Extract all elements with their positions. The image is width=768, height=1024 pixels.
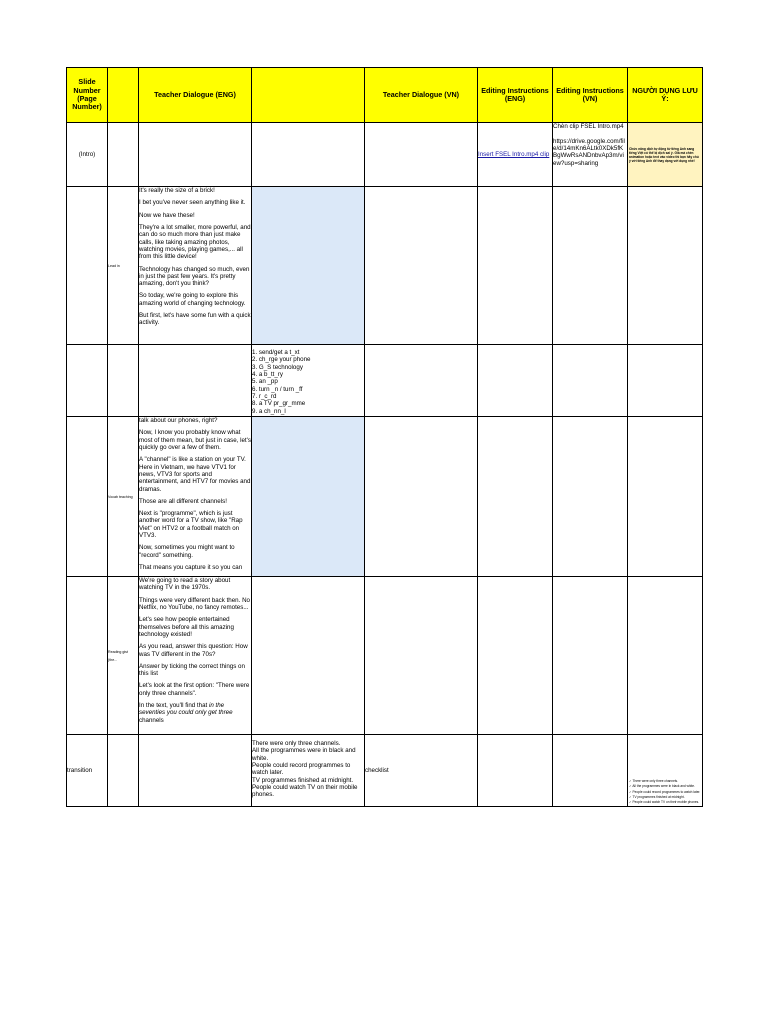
dialogue-paragraph: Now we have these!	[139, 211, 195, 219]
cell-transition-label[interactable]	[108, 735, 139, 807]
dialogue-paragraph: talk about our phones, right?	[139, 417, 218, 424]
cell-activity-dialogue[interactable]	[139, 345, 252, 417]
cell-vocab-edit-eng[interactable]	[478, 417, 553, 577]
header-empty-2[interactable]	[252, 68, 365, 123]
dialogue-paragraph: Let's see how people entertained themselves before all this amazing technology existed!	[139, 616, 234, 638]
row-vocab	[67, 417, 703, 577]
cell-activity-vn[interactable]	[365, 345, 478, 417]
cell-intro-empty[interactable]	[108, 123, 139, 187]
header-row	[67, 68, 703, 123]
cell-reading-slide[interactable]	[67, 577, 108, 735]
cell-leadin-vn[interactable]	[365, 187, 478, 345]
cell-intro-edit-eng[interactable]	[478, 123, 553, 187]
header-slide-number[interactable]: Slide Number (Page Number)	[67, 68, 108, 123]
transition-note-item: ✓ People could watch TV on their mobile phones.	[629, 799, 700, 804]
dialogue-paragraph	[139, 702, 251, 724]
cell-intro-dialogue-eng[interactable]	[139, 123, 252, 187]
cell-leadin-slide[interactable]	[67, 187, 108, 345]
cell-reading-vn[interactable]	[365, 577, 478, 735]
cell-reading-edit-eng[interactable]	[478, 577, 553, 735]
vocab-dialogue	[139, 417, 251, 573]
header-teacher-dialogue-eng[interactable]: Teacher Dialogue (ENG)	[139, 68, 252, 123]
transition-note-item: ✓ People could record programmes to watch later.	[629, 789, 701, 794]
dialogue-paragraph: They're a lot smaller, more powerful, and can do so much more than just make calls, like taking amazing photos, watching movies, playing games,... all from this little device!	[139, 223, 251, 261]
cell-reading-empty[interactable]	[252, 577, 365, 735]
cell-transition-edit-eng[interactable]	[478, 735, 553, 807]
dialogue-paragraph: A "channel" is like a station on your TV. Here in Vietnam, we have VTV1 for news, VTV3 for sports and entertainment, and HTV7 for movies and dramas.	[139, 456, 251, 493]
reading-label: Reading gist (the...	[108, 650, 128, 662]
activity-item: 5. an _pp	[252, 378, 278, 386]
cell-activity-slide[interactable]	[67, 345, 108, 417]
header-teacher-dialogue-vn[interactable]: Teacher Dialogue (VN)	[365, 68, 478, 123]
row-transition	[67, 735, 703, 807]
cell-vocab-blue[interactable]	[252, 417, 365, 577]
cell-vocab-note[interactable]	[628, 417, 703, 577]
row-intro	[67, 123, 703, 187]
cell-intro-slide[interactable]: (Intro)	[67, 123, 108, 187]
cell-leadin-dialogue[interactable]	[139, 187, 252, 345]
transition-note-item: ✓ TV programmes finished at midnight.	[629, 794, 685, 799]
dialogue-paragraph: I bet you've never seen anything like it.	[139, 199, 246, 207]
cell-intro-edit-vn[interactable]	[553, 123, 628, 187]
activity-item: 8. a TV pr_gr_mme	[252, 400, 306, 408]
header-user-note[interactable]: NGƯỜI DỤNG LƯU Ý:	[628, 68, 703, 123]
cell-activity-edit-eng[interactable]	[478, 345, 553, 417]
header-editing-eng[interactable]: Editing Instructions (ENG)	[478, 68, 553, 123]
script-table	[66, 67, 703, 807]
activity-item: 2. ch_rge your phone	[252, 356, 311, 364]
reading-text-italic: in the seventies you could only get three	[139, 702, 233, 717]
cell-reading-edit-vn[interactable]	[553, 577, 628, 735]
cell-transition-note[interactable]	[628, 735, 703, 807]
intro-clip-link[interactable]: Insert FSEL Intro.mp4 clip	[478, 150, 550, 158]
dialogue-paragraph: Answer by ticking the correct things on this list	[139, 662, 245, 678]
cell-leadin-blue[interactable]	[252, 187, 365, 345]
dialogue-paragraph: Technology has changed so much, even in just the past few years. It's pretty amazing, don't you think?	[139, 265, 250, 288]
checklist-item: There were only three channels.	[252, 740, 341, 747]
row-lead-in	[67, 187, 703, 345]
cell-transition-edit-vn[interactable]	[553, 735, 628, 807]
cell-activity-list[interactable]	[252, 345, 365, 417]
cell-leadin-label[interactable]	[108, 187, 139, 345]
cell-activity-edit-vn[interactable]	[553, 345, 628, 417]
transition-note-item: ✓ There were only three channels.	[629, 779, 679, 784]
checklist-item: People could watch TV on their mobile phones.	[252, 783, 358, 799]
cell-transition-vn[interactable]: checklist	[365, 735, 478, 807]
dialogue-paragraph: Now, sometimes you might want to "record" something.	[139, 544, 235, 559]
dialogue-paragraph: Things were very different back then. No Netflix, no YouTube, no fancy remotes...	[139, 596, 250, 611]
checklist-item: People could record programmes to watch later.	[252, 761, 351, 777]
row-activity	[67, 345, 703, 417]
dialogue-paragraph: Next is "programme", which is just another word for a TV show, like "Rap Viet" on HTV2 or a football match on VTV3.	[139, 510, 243, 540]
reading-text-lead: In the text, you'll find that	[139, 702, 209, 710]
dialogue-paragraph: Now, I know you probably know what most of them mean, but just in case, let's quickly go over a few of them.	[139, 429, 251, 451]
cell-vocab-label[interactable]	[108, 417, 139, 577]
cell-transition-dialogue[interactable]	[139, 735, 252, 807]
dialogue-paragraph: Those are all different channels!	[139, 497, 227, 505]
cell-transition-checklist[interactable]	[252, 735, 365, 807]
cell-leadin-note[interactable]	[628, 187, 703, 345]
leadin-label: Lead in	[108, 263, 120, 268]
reading-text-tail: channels	[139, 716, 164, 724]
cell-vocab-dialogue[interactable]	[139, 417, 252, 577]
cell-leadin-edit-eng[interactable]	[478, 187, 553, 345]
cell-reading-dialogue[interactable]	[139, 577, 252, 735]
cell-reading-label[interactable]	[108, 577, 139, 735]
cell-intro-dialogue-vn[interactable]	[365, 123, 478, 187]
dialogue-paragraph: Let's look at the first option: "There were only three channels".	[139, 682, 250, 697]
intro-edit-vn-text: Chèn clip FSEL Intro.mp4 https://drive.google.com/file/d/14mKn6ALtk0XDk5fKBgWwRsANDnbvAp3m/view?usp=sharing	[553, 123, 625, 167]
cell-activity-note[interactable]	[628, 345, 703, 417]
dialogue-paragraph: But first, let's have some fun with a quick activity.	[139, 312, 251, 327]
cell-vocab-vn[interactable]	[365, 417, 478, 577]
vocab-label: Vocab teaching	[108, 494, 133, 499]
activity-item: 7. r_c_rd	[252, 392, 277, 400]
cell-leadin-edit-vn[interactable]	[553, 187, 628, 345]
dialogue-paragraph: It's really the size of a brick!	[139, 187, 215, 194]
cell-intro-note[interactable]	[628, 123, 703, 187]
cell-vocab-slide[interactable]	[67, 417, 108, 577]
transition-note-item: ✓ All the programmes were in black and white.	[629, 784, 695, 789]
activity-item: 1. send/get a t_xt	[252, 349, 300, 356]
activity-item: 9. a ch_nn_l	[252, 407, 286, 415]
dialogue-paragraph: As you read, answer this question: How was TV different in the 70s?	[139, 643, 248, 658]
activity-item: 4. a b_tt_ry	[252, 370, 283, 378]
cell-intro-empty-2[interactable]	[252, 123, 365, 187]
activity-item: 3. G_S technology	[252, 363, 303, 371]
reading-dialogue	[139, 577, 251, 731]
cell-reading-note[interactable]	[628, 577, 703, 735]
dialogue-paragraph: So today, we're going to explore this amazing world of changing technology.	[139, 292, 246, 307]
checklist-item: TV programmes finished at midnight.	[252, 776, 354, 784]
activity-item: 6. turn _n / turn _ff	[252, 385, 303, 393]
header-empty-1[interactable]	[108, 68, 139, 123]
dialogue-paragraph: We're going to read a story about watching TV in the 1970s.	[139, 577, 231, 592]
cell-vocab-edit-vn[interactable]	[553, 417, 628, 577]
row-reading	[67, 577, 703, 735]
intro-note-text: Chức năng dịch tự động từ tiếng Anh sang tiếng Việt có thể bị dịch sai ý. Giả mà chèn animation hoặc text vào video thì bạn hãy chú ý với tiếng Anh để thay dạng với dụng nhé!	[629, 146, 699, 164]
checklist-item: All the programmes were in black and white.	[252, 747, 356, 762]
cell-activity-label[interactable]	[108, 345, 139, 417]
header-editing-vn[interactable]: Editing Instructions (VN)	[553, 68, 628, 123]
leadin-dialogue	[139, 187, 251, 341]
cell-transition-slide[interactable]: transition	[67, 735, 108, 807]
dialogue-paragraph: That means you capture it so you can	[139, 564, 243, 571]
